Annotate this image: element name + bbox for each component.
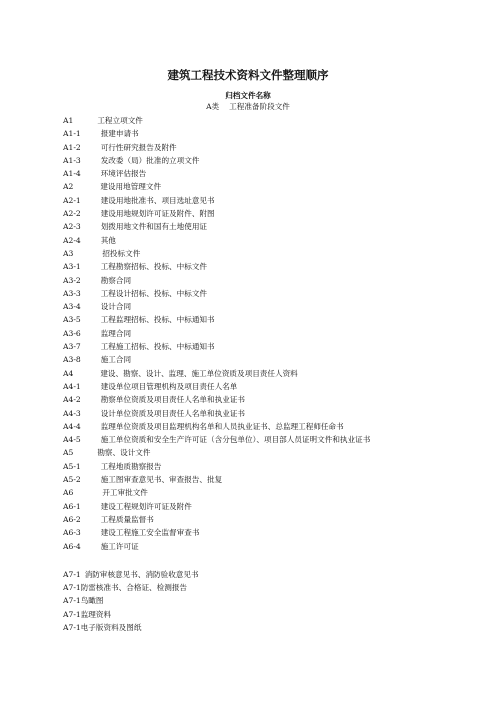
item-text: 发改委（局）批准的立项文件 xyxy=(100,155,200,165)
list-item xyxy=(63,420,483,433)
item-text: 建设用地规划许可证及附件、附图 xyxy=(100,209,215,219)
item-code: A6-4 xyxy=(63,541,81,551)
page-title: 建筑工程技术资料文件整理顺序 xyxy=(167,68,329,82)
item-text: 消防审核意见书、消防验收意见书 xyxy=(84,569,199,579)
list-item xyxy=(63,500,483,513)
item-text: 施工合同 xyxy=(100,355,132,365)
item-text: 报建申请书 xyxy=(100,129,139,139)
item-code: A4-3 xyxy=(63,408,81,418)
item-code: A1 xyxy=(63,116,74,125)
item-text: 开工审批文件 xyxy=(102,488,148,498)
item-code: A2-2 xyxy=(63,209,81,219)
archive-subtitle: 归档文件名称 xyxy=(225,91,271,100)
item-text: 其他 xyxy=(100,235,116,245)
list-item xyxy=(63,526,483,539)
item-code: A3-7 xyxy=(63,342,81,352)
item-code: A4-1 xyxy=(63,381,81,391)
item-code: A4-5 xyxy=(63,435,81,445)
list-item xyxy=(63,340,483,353)
item-code: A7-1 xyxy=(63,596,81,606)
list-item xyxy=(63,353,483,366)
list-item xyxy=(63,621,483,634)
item-text: 勘察、设计文件 xyxy=(97,448,151,458)
item-code: A7-1 xyxy=(63,622,81,632)
item-code: A3-2 xyxy=(63,275,81,285)
list-item xyxy=(63,274,483,287)
item-code: A1-2 xyxy=(63,142,81,152)
item-code: A6-1 xyxy=(63,501,81,511)
list-item xyxy=(63,407,483,420)
item-text: 建设、勘察、设计、监理、施工单位资质及项目责任人资料 xyxy=(100,368,298,378)
document-list xyxy=(63,114,483,634)
item-text: 工程地质勘察报告 xyxy=(100,461,162,471)
item-text: 防雷核准书、合格证、检测报告 xyxy=(80,583,188,593)
list-item xyxy=(63,154,483,167)
list-item xyxy=(63,114,483,127)
item-text: 鸟瞰图 xyxy=(80,596,104,606)
item-text: 建设用地批准书、项目选址意见书 xyxy=(100,195,215,205)
list-item xyxy=(63,220,483,233)
item-code: A1-1 xyxy=(63,129,81,139)
item-text: 设计单位资质及项目责任人名单和执业证书 xyxy=(100,408,245,418)
item-code: A5-2 xyxy=(63,475,81,485)
list-item xyxy=(63,327,483,340)
item-text: 环境评估报告 xyxy=(100,169,147,179)
item-code: A3-3 xyxy=(63,288,81,298)
item-text: 监理合同 xyxy=(100,328,132,338)
item-text: 勘察单位资质及项目责任人名单和执业证书 xyxy=(100,395,245,405)
item-text: 工程设计招标、投标、中标文件 xyxy=(100,288,208,298)
item-text: 监理资料 xyxy=(80,609,112,619)
item-code: A6-2 xyxy=(63,514,81,524)
item-code: A2 xyxy=(63,182,74,192)
category-code: A类 xyxy=(206,102,220,111)
item-code: A5-1 xyxy=(63,461,81,471)
list-item xyxy=(63,581,483,594)
item-code: A3 xyxy=(63,248,74,258)
item-code: A4-2 xyxy=(63,395,81,405)
list-item xyxy=(63,194,483,207)
category-heading xyxy=(0,101,496,112)
list-item xyxy=(63,141,483,154)
item-code: A4 xyxy=(63,368,74,378)
item-code: A3-4 xyxy=(63,302,81,312)
item-text: 工程质量监督书 xyxy=(100,514,154,524)
item-text: 招投标文件 xyxy=(102,248,141,258)
item-code: A7-1 xyxy=(63,569,81,579)
item-code: A3-8 xyxy=(63,355,81,365)
item-code: A1-4 xyxy=(63,169,81,179)
item-code: A7-1 xyxy=(63,609,81,619)
list-item xyxy=(63,608,483,621)
list-item xyxy=(63,180,483,193)
item-text: 设计合同 xyxy=(100,302,132,312)
category-name: 工程准备阶段文件 xyxy=(229,102,290,111)
list-item xyxy=(63,433,483,446)
item-text: 工程勘察招标、投标、中标文件 xyxy=(100,262,208,272)
list-item xyxy=(63,460,483,473)
item-text: 建设工程施工安全监督审查书 xyxy=(100,528,200,538)
item-code: A4-4 xyxy=(63,421,81,431)
item-text: 建设用地管理文件 xyxy=(100,182,162,192)
list-item xyxy=(63,260,483,273)
item-text: 监理单位资质及项目监理机构名单和人员执业证书、总监理工程师任命书 xyxy=(100,421,344,431)
list-item xyxy=(63,207,483,220)
item-code: A3-5 xyxy=(63,315,81,325)
list-item xyxy=(63,313,483,326)
item-text: 划拨用地文件和国有土地使用证 xyxy=(100,222,208,232)
item-text: 工程立项文件 xyxy=(97,116,143,125)
list-item xyxy=(63,287,483,300)
list-spacer xyxy=(63,553,483,568)
item-code: A7-1 xyxy=(63,583,81,593)
item-code: A3-6 xyxy=(63,328,81,338)
list-item xyxy=(63,568,483,581)
item-text: 施工单位资质和安全生产许可证（含分包单位）、项目部人员证明文件和执业证书 xyxy=(100,435,371,445)
list-item xyxy=(63,380,483,393)
list-item xyxy=(63,234,483,247)
item-text: 建设单位项目管理机构及项目责任人名单 xyxy=(100,381,238,391)
list-item xyxy=(63,473,483,486)
item-text: 施工图审查意见书、审查报告、批复 xyxy=(100,475,223,485)
list-item xyxy=(63,446,483,459)
item-text: 勘察合同 xyxy=(100,275,132,285)
list-item xyxy=(63,393,483,406)
item-text: 电子版资料及图纸 xyxy=(80,622,142,632)
list-item xyxy=(63,247,483,260)
list-item xyxy=(63,594,483,607)
item-code: A3-1 xyxy=(63,262,81,272)
list-item xyxy=(63,486,483,499)
list-item xyxy=(63,367,483,380)
list-item xyxy=(63,513,483,526)
item-text: 建设工程规划许可证及附件 xyxy=(100,501,192,511)
list-item xyxy=(63,167,483,180)
item-code: A6 xyxy=(63,488,74,498)
item-code: A2-4 xyxy=(63,235,81,245)
item-code: A6-3 xyxy=(63,528,81,538)
item-code: A2-1 xyxy=(63,195,81,205)
item-code: A2-3 xyxy=(63,222,81,232)
item-text: 工程监理招标、投标、中标通知书 xyxy=(100,315,215,325)
list-item xyxy=(63,300,483,313)
item-text: 工程施工招标、投标、中标通知书 xyxy=(100,342,215,352)
list-item xyxy=(63,540,483,553)
item-code: A5 xyxy=(63,448,74,458)
item-text: 可行性研究报告及附件 xyxy=(100,142,177,152)
item-code: A1-3 xyxy=(63,155,81,165)
item-text: 施工许可证 xyxy=(100,541,139,551)
list-item xyxy=(63,127,483,140)
